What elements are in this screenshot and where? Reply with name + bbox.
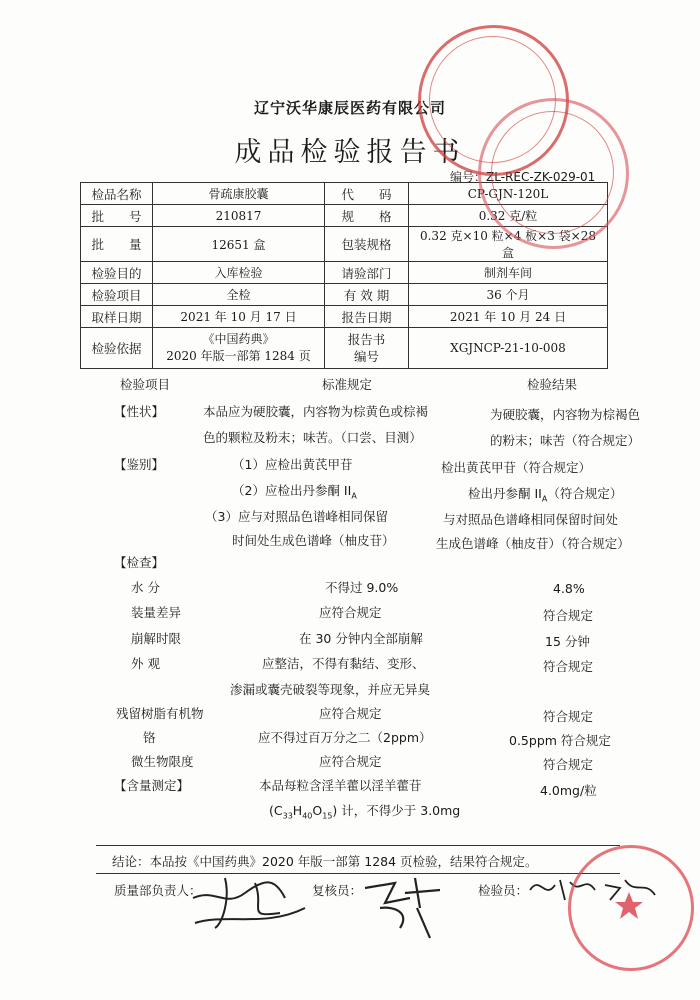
jianbie-standard-2-text: （2）应检出丹参酮 II [232, 483, 352, 498]
disintegration-standard: 在 30 分钟内全部崩解 [299, 631, 423, 646]
table-row [81, 284, 608, 306]
resin-standard: 应符合规定 [319, 706, 382, 721]
qa-manager-label: 质量部负责人： [114, 883, 202, 898]
spec-value: 0.32 克/粒 [409, 205, 608, 227]
reviewer-label: 复核员： [312, 883, 363, 898]
formula-part-4: ) 计，不得少于 3.0mg [332, 803, 461, 818]
batch-size-value: 12651 盒 [153, 227, 325, 262]
basis-value-line2: 2020 年版一部第 1284 页 [166, 349, 311, 363]
appearance-standard-line2: 渗漏或囊壳破裂等现象，并应无异臭 [230, 682, 431, 697]
water-label: 水 分 [131, 580, 160, 595]
formula-sub-3: 15 [322, 811, 333, 821]
basis-value-line1: 《中国药典》 [202, 332, 275, 346]
xingzhuang-result-line2: 的粉末；味苦（符合规定） [490, 433, 641, 448]
report-no-label-line2: 编号 [353, 349, 379, 364]
jianbie-standard-3-line2: 时间处生成色谱峰（柚皮苷） [232, 533, 395, 548]
report-date-label: 报告日期 [325, 306, 409, 328]
water-result: 4.8% [553, 581, 585, 596]
microbe-result: 符合规定 [543, 757, 594, 772]
request-dept-label: 请验部门 [325, 262, 409, 284]
water-standard: 不得过 9.0% [325, 580, 399, 595]
table-row [81, 262, 608, 284]
col-header-item: 检验项目 [120, 377, 171, 392]
xingzhuang-result-line1: 为硬胶囊，内容物为棕褐色 [490, 407, 641, 422]
formula-part-2: H [292, 803, 303, 818]
jianbie-standard-2 [232, 481, 357, 501]
qa-manager-signature [185, 868, 315, 938]
disintegration-result: 15 分钟 [545, 634, 590, 649]
jianbie-result-2-sub: A [541, 494, 548, 504]
request-dept-value: 制剂车间 [409, 262, 608, 284]
hanliang-standard-line1: 本品每粒含淫羊藿以淫羊藿苷 [259, 778, 422, 793]
report-date-value: 2021 年 10 月 24 日 [409, 306, 608, 328]
test-items-label: 检验项目 [81, 284, 153, 306]
package-spec-label: 包装规格 [325, 227, 409, 262]
document-number: 编号：ZL-REC-ZK-029-01 [450, 170, 596, 184]
formula-sub-1: 33 [282, 811, 293, 821]
divider-top [96, 845, 620, 846]
purpose-value: 入库检验 [153, 262, 325, 284]
jianbie-standard-2-sub: A [351, 491, 357, 501]
jianbie-result-2 [468, 484, 622, 504]
table-row [81, 328, 608, 369]
conclusion: 结论：本品按《中国药典》2020 年版一部第 1284 页检验，结果符合规定。 [112, 854, 538, 869]
section-label-xingzhuang: 【性状】 [114, 404, 165, 419]
jianbie-result-2-tail: （符合规定） [547, 486, 623, 501]
chromium-label: 铬 [143, 730, 156, 745]
validity-value: 36 个月 [409, 284, 608, 306]
code-value: CP-GJN-120L [409, 183, 608, 205]
sampling-date-value: 2021 年 10 月 17 日 [153, 306, 325, 328]
jianbie-standard-3-line1: （3）应与对照品色谱峰相同保留 [205, 509, 388, 524]
company-name: 辽宁沃华康辰医药有限公司 [253, 99, 446, 117]
bottom-seal-stamp [568, 845, 694, 971]
reviewer-signature [355, 868, 445, 943]
chromium-standard: 应不得过百万分之二（2ppm） [258, 730, 432, 745]
jianbie-standard-1: （1）应检出黄芪甲苷 [232, 457, 353, 472]
inspector-label: 检验员： [478, 883, 529, 898]
formula-sub-2: 40 [302, 811, 313, 821]
spec-label: 规 格 [325, 205, 409, 227]
fill-standard: 应符合规定 [319, 605, 382, 620]
report-no-label-line1: 报告书 [347, 332, 386, 347]
col-header-standard: 标准规定 [322, 377, 373, 392]
microbe-label: 微生物限度 [131, 754, 194, 769]
hanliang-result: 4.0mg/粒 [540, 783, 597, 798]
basis-value [153, 328, 325, 369]
hanliang-standard-line2 [269, 801, 460, 821]
jianbie-result-2-text: 检出丹参酮 II [468, 486, 542, 501]
section-label-jianbie: 【鉴别】 [114, 457, 165, 472]
col-header-result: 检验结果 [527, 377, 578, 392]
appearance-standard-line1: 应整洁，不得有黏结、变形、 [262, 656, 425, 671]
disintegration-label: 崩解时限 [131, 631, 182, 646]
report-no-label [325, 328, 409, 369]
appearance-label: 外 观 [131, 656, 160, 671]
batch-size-label: 批 量 [81, 227, 153, 262]
xingzhuang-standard-line2: 色的颗粒及粉末；味苦。（口尝、目测） [203, 430, 422, 445]
package-spec-value: 0.32 克×10 粒×4 板×3 袋×28 盒 [409, 227, 608, 262]
star-icon [614, 891, 644, 921]
fill-result: 符合规定 [543, 608, 594, 623]
report-title: 成品检验报告书 [234, 137, 466, 168]
batch-no-value: 210817 [153, 205, 325, 227]
microbe-standard: 应符合规定 [319, 754, 382, 769]
appearance-result: 符合规定 [543, 659, 594, 674]
report-no-value: XGJNCP-21-10-008 [409, 328, 608, 369]
formula-part-1: (C [269, 803, 283, 818]
batch-no-label: 批 号 [81, 205, 153, 227]
chromium-result: 0.5ppm 符合规定 [509, 733, 611, 748]
basis-label: 检验依据 [81, 328, 153, 369]
code-label: 代 码 [325, 183, 409, 205]
purpose-label: 检验目的 [81, 262, 153, 284]
test-items-value: 全检 [153, 284, 325, 306]
fill-label: 装量差异 [131, 605, 182, 620]
product-name-value: 骨疏康胶囊 [153, 183, 325, 205]
jianbie-result-1: 检出黄芪甲苷（符合规定） [441, 460, 592, 475]
section-label-hanliang: 【含量测定】 [114, 778, 190, 793]
product-name-label: 检品名称 [81, 183, 153, 205]
resin-label: 残留树脂有机物 [116, 706, 204, 721]
jianbie-result-3-line1: 与对照品色谱峰相同保留时间处 [443, 512, 619, 527]
section-label-jiancha: 【检查】 [114, 555, 165, 570]
jianbie-result-3-line2: 生成色谱峰（柚皮苷）（符合规定） [436, 536, 630, 551]
resin-result: 符合规定 [543, 709, 594, 724]
xingzhuang-standard-line1: 本品应为硬胶囊，内容物为棕黄色或棕褐 [203, 404, 429, 419]
formula-part-3: O [312, 803, 323, 818]
qc-seal-stamp [478, 98, 629, 249]
table-row [81, 306, 608, 328]
validity-label: 有 效 期 [325, 284, 409, 306]
sampling-date-label: 取样日期 [81, 306, 153, 328]
